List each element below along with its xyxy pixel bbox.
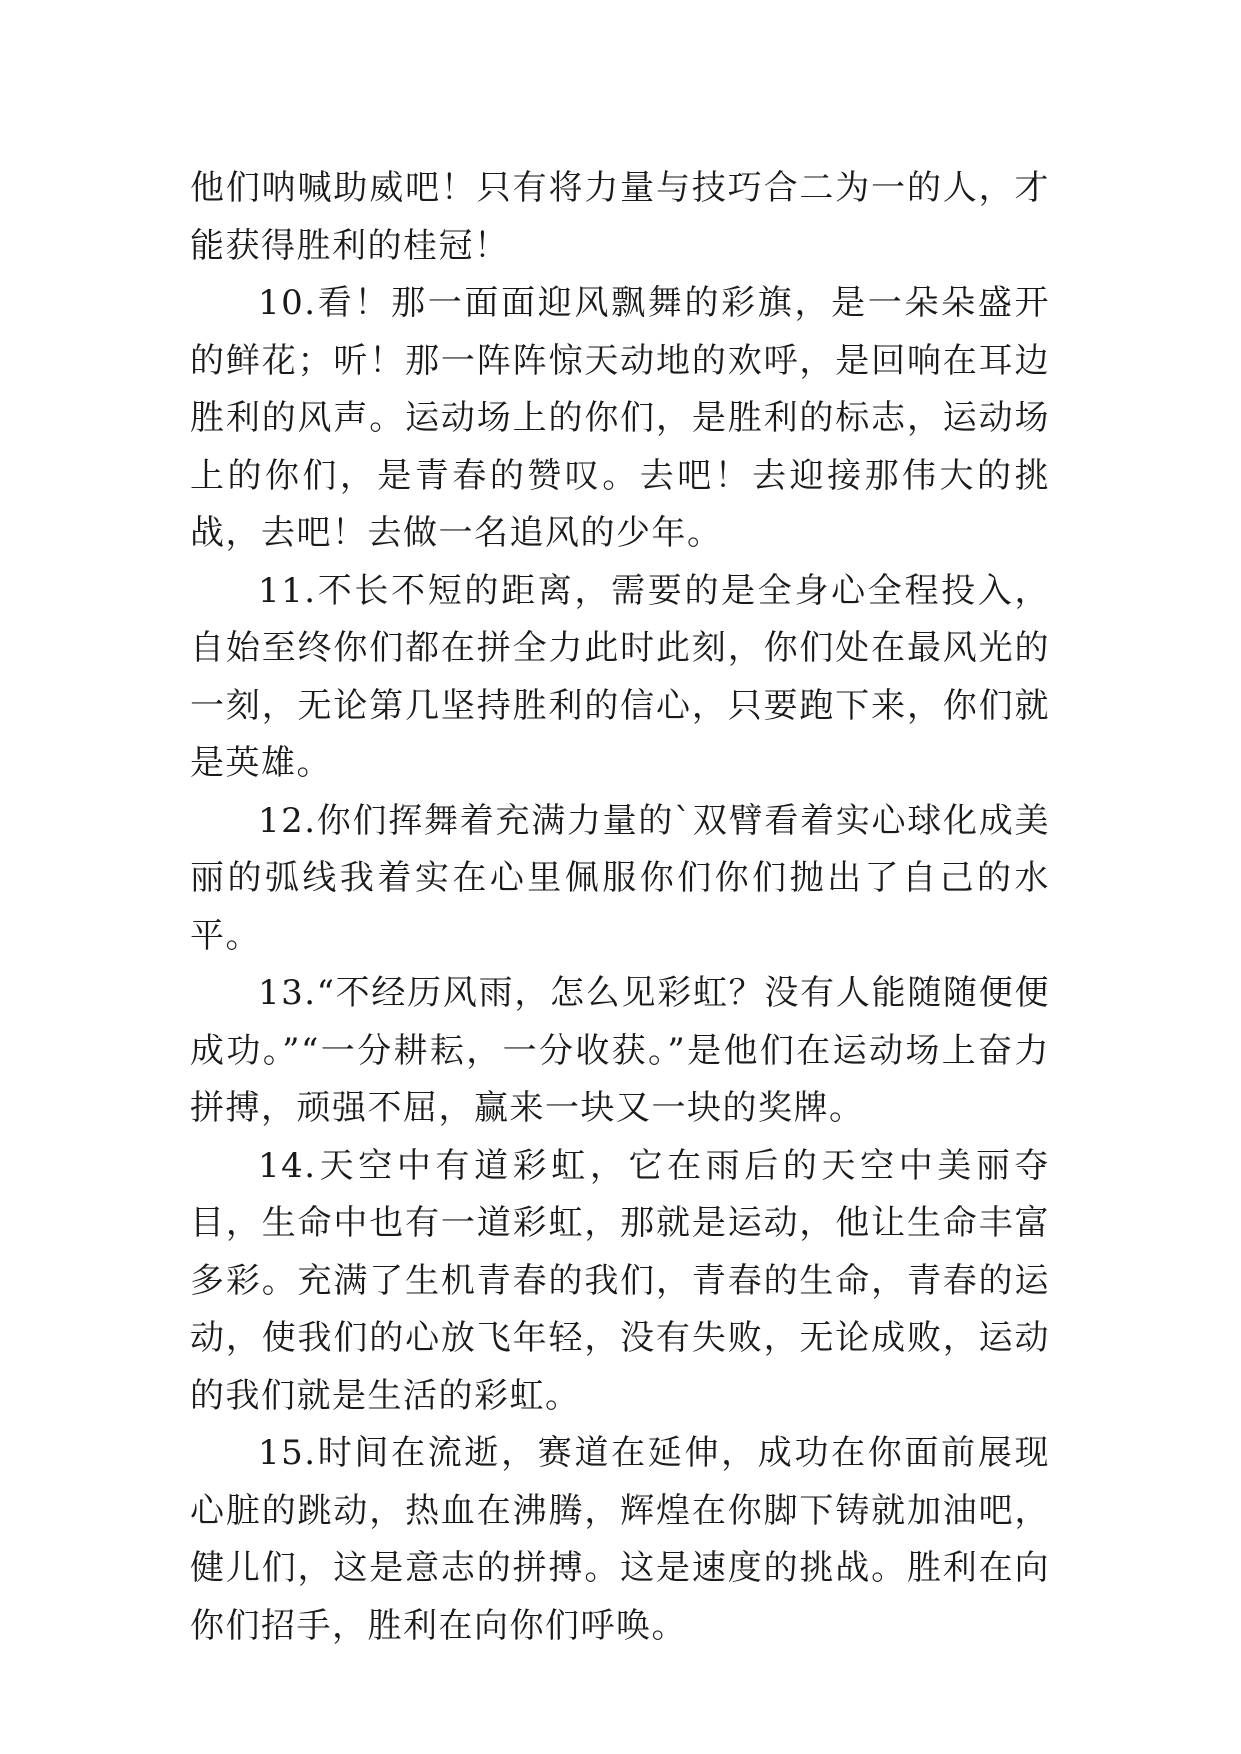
paragraph-item-13: 13.“不经历风雨，怎么见彩虹？没有人能随随便便成功。”“一分耕耘，一分收获。”是他们在运动场上奋力拼搏，顽强不屈，赢来一块又一块的奖牌。 [190, 973, 1050, 1128]
paragraph-item-11: 11.不长不短的距离，需要的是全身心全程投入，自始至终你们都在拼全力此时此刻，你们处在最风光的一刻，无论第几坚持胜利的信心，只要跑下来，你们就是英雄。 [190, 570, 1050, 783]
paragraph-item-10: 10.看！那一面面迎风飘舞的彩旗，是一朵朵盛开的鲜花；听！那一阵阵惊天动地的欢呼，是回响在耳边胜利的风声。运动场上的你们，是胜利的标志，运动场上的你们，是青春的赞叹。去吧！去迎接那伟大的挑战，去吧！去做一名追风的少年。 [190, 283, 1050, 553]
paragraph-item-12: 12.你们挥舞着充满力量的`双臂看着实心球化成美丽的弧线我着实在心里佩服你们你们抛出了自己的水平。 [190, 800, 1050, 956]
paragraph-continuation: 他们呐喊助威吧！只有将力量与技巧合二为一的人，才能获得胜利的桂冠！ [190, 168, 1050, 266]
document-body [190, 160, 1050, 1655]
paragraph-item-15: 15.时间在流逝，赛道在延伸，成功在你面前展现心脏的跳动，热血在沸腾，辉煌在你脚下铸就加油吧，健儿们，这是意志的拼搏。这是速度的挑战。胜利在向你们招手，胜利在向你们呼唤。 [190, 1433, 1050, 1646]
paragraph-item-14: 14.天空中有道彩虹，它在雨后的天空中美丽夺目，生命中也有一道彩虹，那就是运动，他让生命丰富多彩。充满了生机青春的我们，青春的生命，青春的运动，使我们的心放飞年轻，没有失败，无论成败，运动的我们就是生活的彩虹。 [190, 1145, 1050, 1416]
